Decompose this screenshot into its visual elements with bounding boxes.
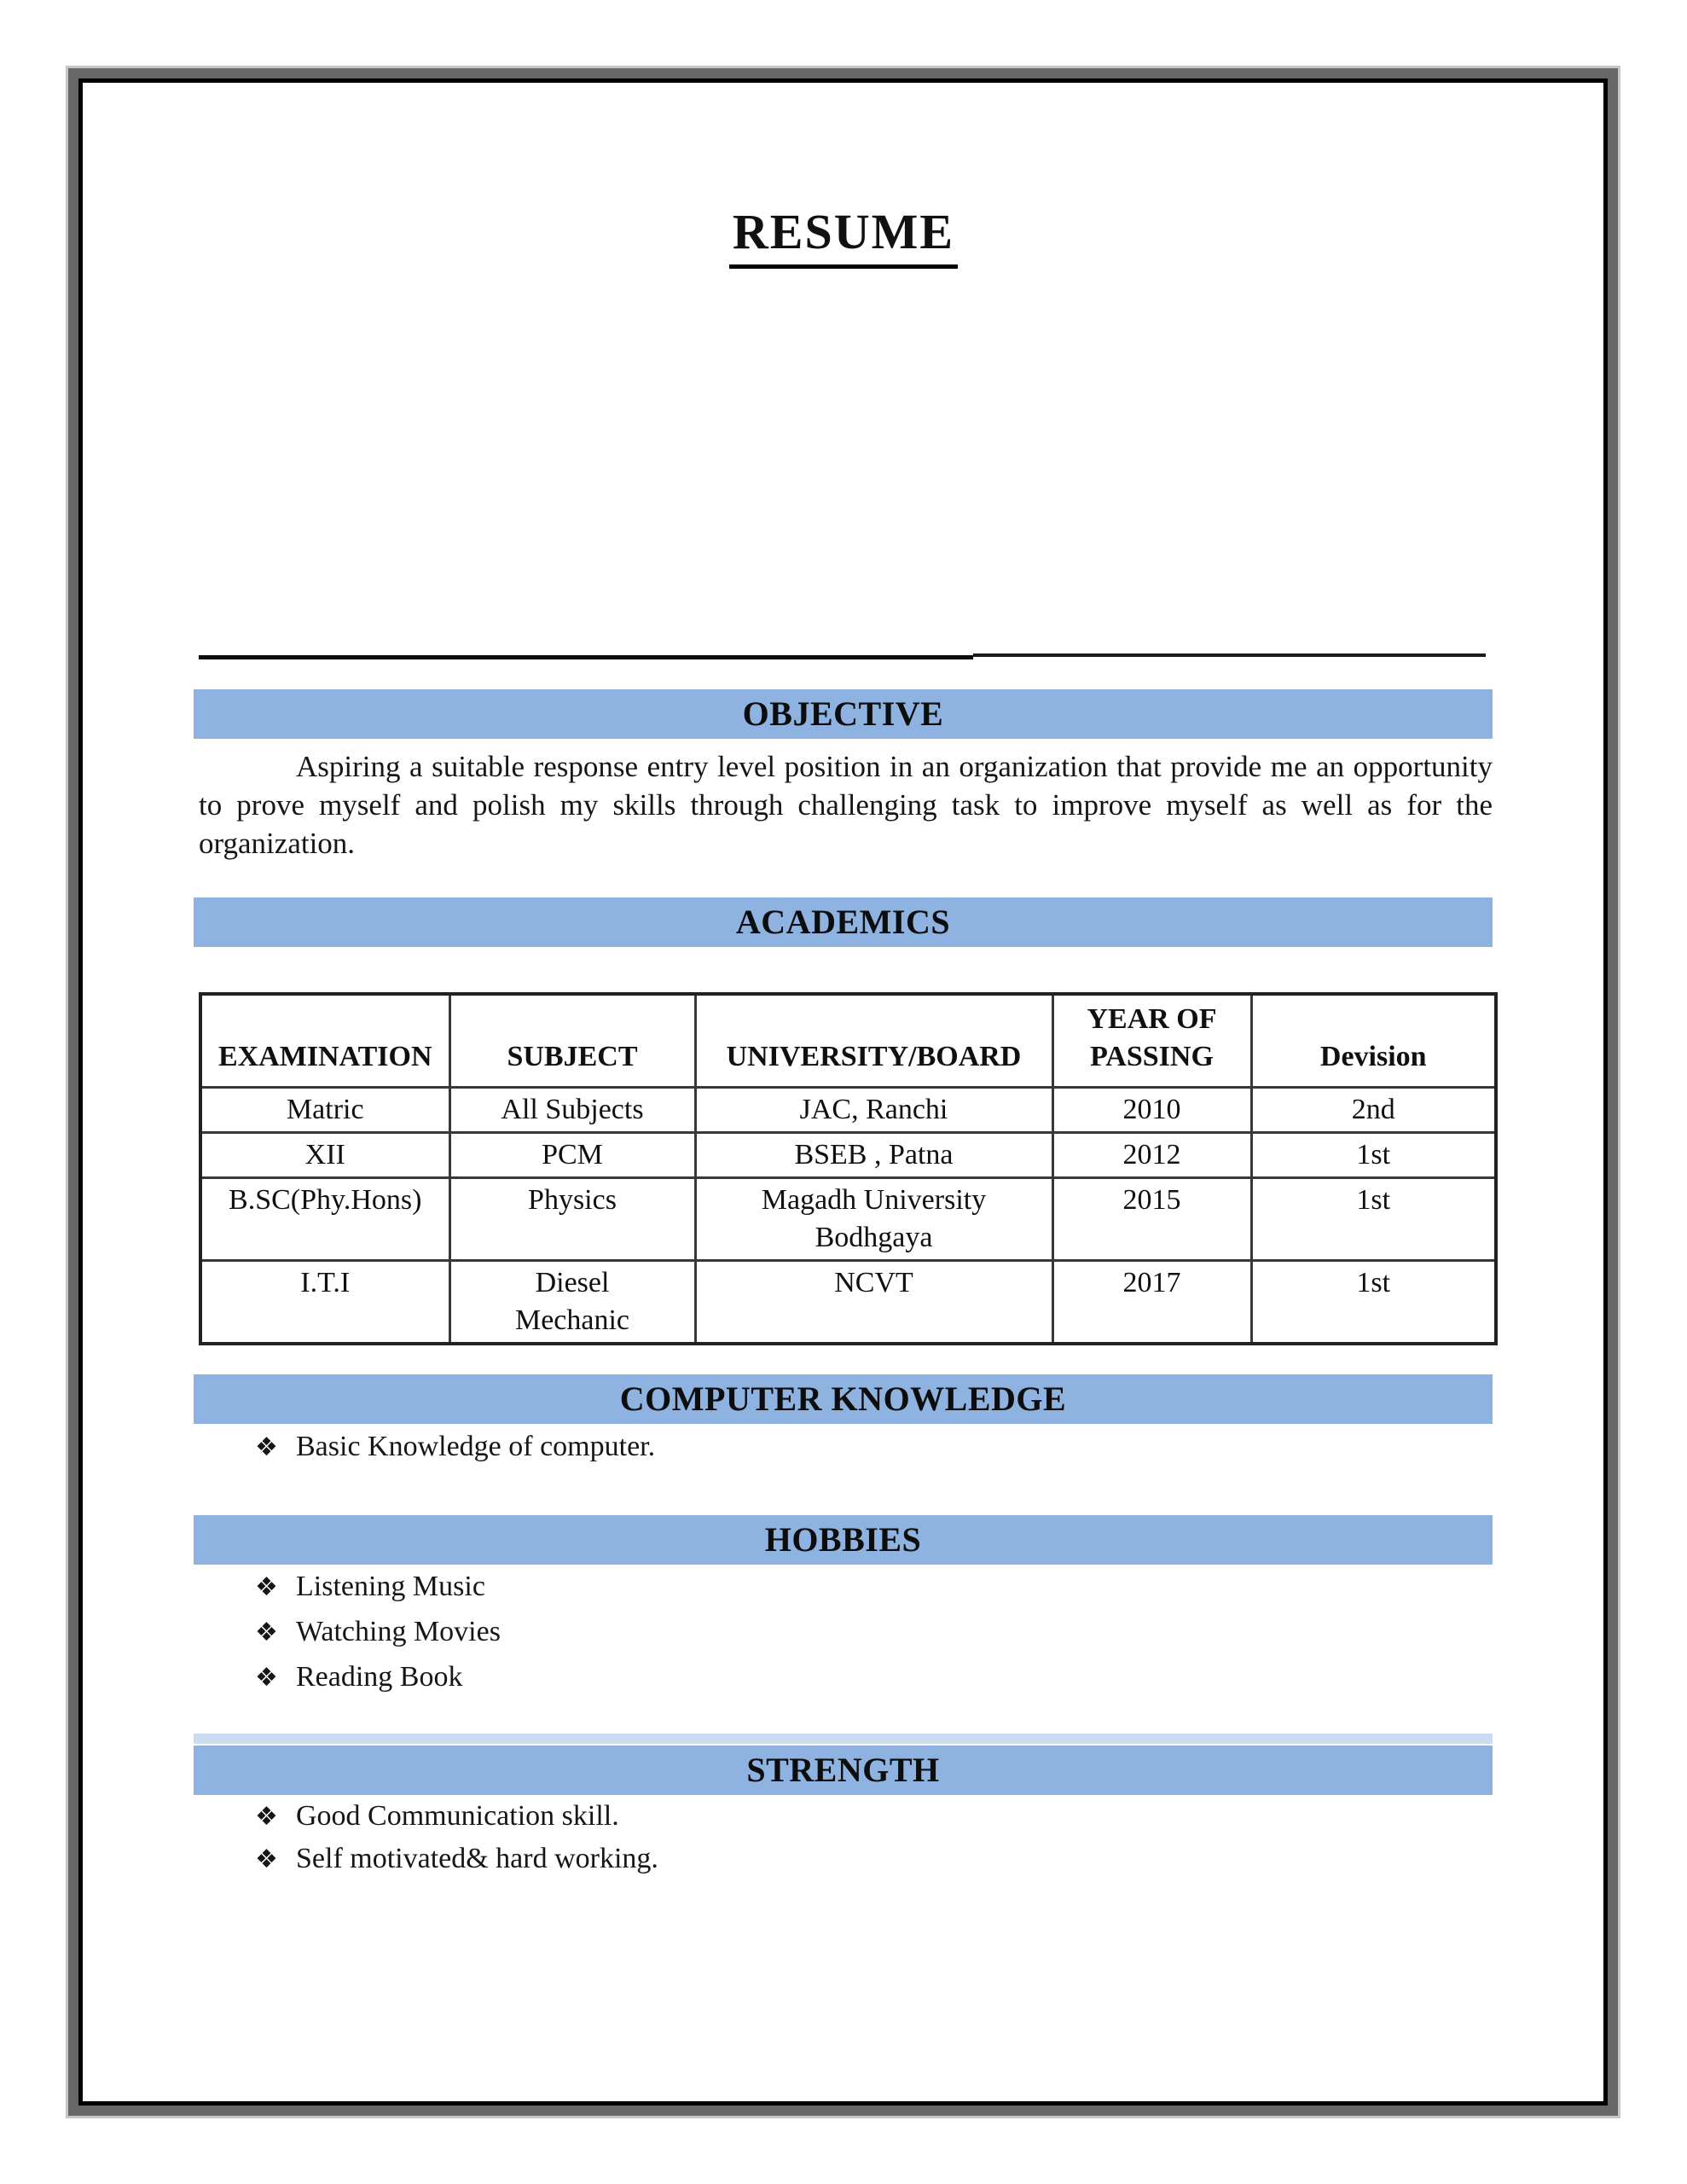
list-item-label: Reading Book xyxy=(296,1661,463,1693)
table-header-examination: EXAMINATION xyxy=(200,994,449,1088)
table-header-subject: SUBJECT xyxy=(449,994,695,1088)
table-row xyxy=(200,1088,1496,1133)
cell-university: NCVT xyxy=(695,1261,1052,1345)
cell-year: 2012 xyxy=(1052,1133,1251,1178)
hobbies-list xyxy=(199,1565,1492,1700)
list-item xyxy=(199,1565,1492,1610)
list-item xyxy=(199,1425,1492,1470)
cell-subject: PCM xyxy=(449,1133,695,1178)
list-item-label: Watching Movies xyxy=(296,1616,501,1647)
section-banner-hobbies: HOBBIES xyxy=(194,1515,1493,1565)
cell-university: BSEB , Patna xyxy=(695,1133,1052,1178)
cell-year: 2017 xyxy=(1052,1261,1251,1345)
table-header-university-board: UNIVERSITY/BOARD xyxy=(695,994,1052,1088)
list-item xyxy=(199,1795,1492,1838)
list-item xyxy=(199,1610,1492,1655)
banner-light-strip xyxy=(194,1734,1493,1744)
cell-devision: 1st xyxy=(1251,1133,1496,1178)
cell-devision: 1st xyxy=(1251,1178,1496,1261)
cell-examination: B.SC(Phy.Hons) xyxy=(200,1178,449,1261)
section-banner-objective: OBJECTIVE xyxy=(194,689,1493,739)
horizontal-rule xyxy=(199,655,973,659)
table-row xyxy=(200,1133,1496,1178)
table-header-row xyxy=(200,994,1496,1088)
cell-university: Magadh University Bodhgaya xyxy=(695,1178,1052,1261)
table-row xyxy=(200,1178,1496,1261)
list-item-label: Basic Knowledge of computer. xyxy=(296,1431,656,1462)
cell-university: JAC, Ranchi xyxy=(695,1088,1052,1133)
cell-examination: Matric xyxy=(200,1088,449,1133)
diamond-bullet-icon: ❖ xyxy=(255,1572,278,1602)
diamond-bullet-icon: ❖ xyxy=(255,1844,278,1874)
cell-year: 2015 xyxy=(1052,1178,1251,1261)
table-header-devision: Devision xyxy=(1251,994,1496,1088)
list-item xyxy=(199,1655,1492,1700)
section-banner-academics: ACADEMICS xyxy=(194,897,1493,947)
section-banner-computer-knowledge: COMPUTER KNOWLEDGE xyxy=(194,1374,1493,1424)
horizontal-rule xyxy=(973,653,1486,657)
list-item-label: Self motivated& hard working. xyxy=(296,1843,658,1874)
academics-table xyxy=(199,992,1498,1345)
cell-subject: All Subjects xyxy=(449,1088,695,1133)
strength-list xyxy=(199,1795,1492,1880)
diamond-bullet-icon: ❖ xyxy=(255,1618,278,1647)
cell-subject: Diesel Mechanic xyxy=(449,1261,695,1345)
table-header-year-of-passing: YEAR OF PASSING xyxy=(1052,994,1251,1088)
objective-paragraph: Aspiring a suitable response entry level position in an organization that provide me an opportunity to prove myself and polish my skills through challenging task to improve myself as well as for the organization. xyxy=(199,750,1493,860)
list-item-label: Listening Music xyxy=(296,1571,485,1602)
page-title: RESUME xyxy=(0,203,1687,269)
diamond-bullet-icon: ❖ xyxy=(255,1432,278,1462)
cell-examination: I.T.I xyxy=(200,1261,449,1345)
diamond-bullet-icon: ❖ xyxy=(255,1663,278,1693)
diamond-bullet-icon: ❖ xyxy=(255,1802,278,1832)
cell-devision: 1st xyxy=(1251,1261,1496,1345)
cell-subject: Physics xyxy=(449,1178,695,1261)
list-item xyxy=(199,1838,1492,1880)
section-banner-strength: STRENGTH xyxy=(194,1745,1493,1795)
cell-devision: 2nd xyxy=(1251,1088,1496,1133)
computer-knowledge-list xyxy=(199,1425,1492,1470)
cell-year: 2010 xyxy=(1052,1088,1251,1133)
table-row xyxy=(200,1261,1496,1345)
list-item-label: Good Communication skill. xyxy=(296,1800,619,1832)
cell-examination: XII xyxy=(200,1133,449,1178)
